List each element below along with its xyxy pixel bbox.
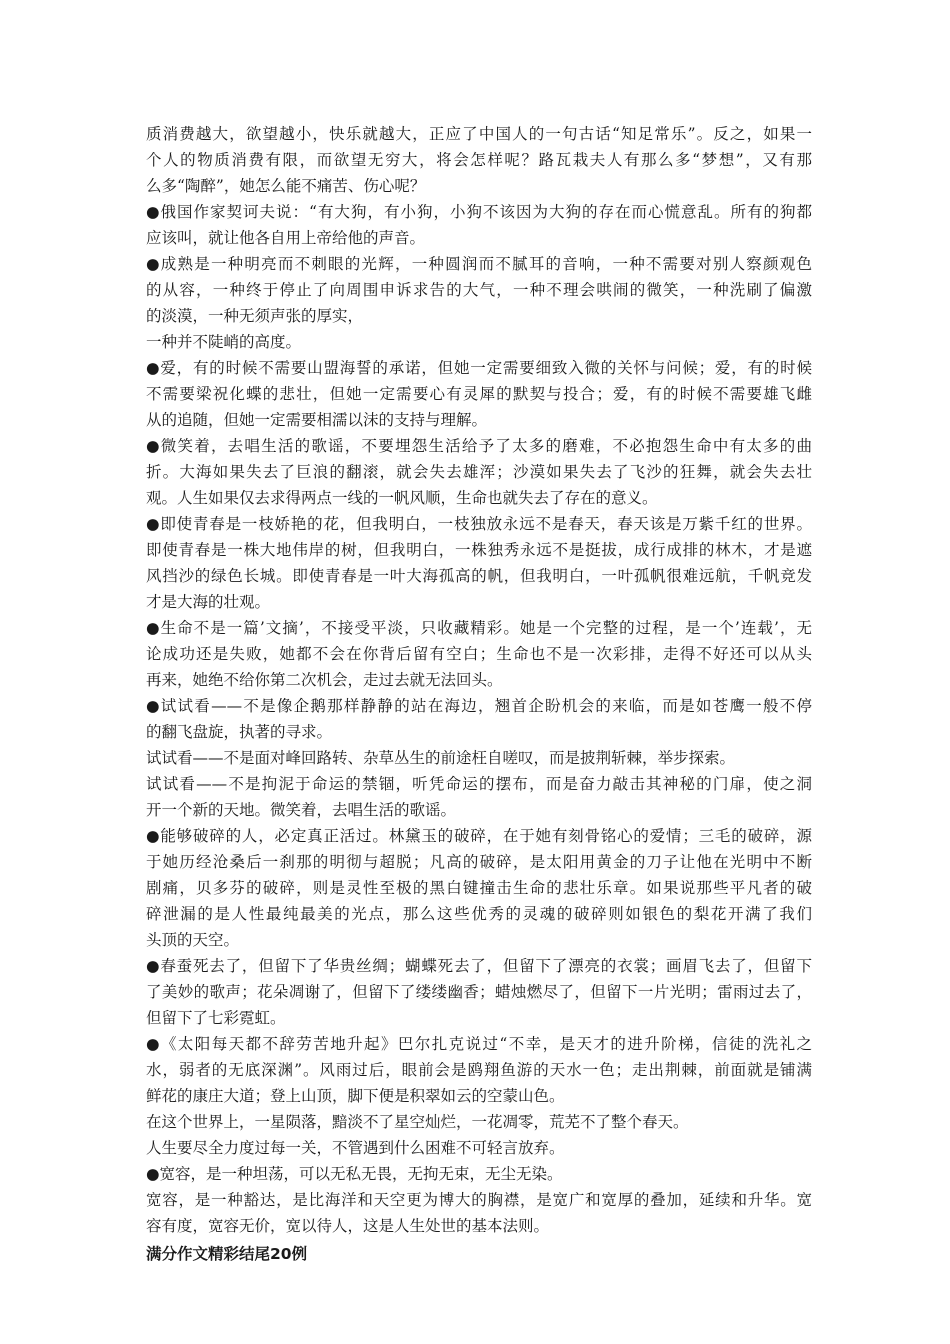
- text-line: 质消费越大，欲望越小，快乐就越大，正应了中国人的一句古话“知足常乐”。反之，如果一: [146, 125, 812, 143]
- text-line: 碎泄漏的是人性最纯最美的光点，那么这些优秀的灵魂的破碎则如银色的梨花开满了我们: [146, 905, 812, 923]
- text-line: 试试看——不是面对峰回路转、杂草丛生的前途枉自嗟叹，而是披荆斩棘，举步探索。: [146, 749, 736, 767]
- text-line: 了美妙的歌声；花朵凋谢了，但留下了缕缕幽香；蜡烛燃尽了，但留下一片光明；雷雨过去了，: [146, 983, 812, 1001]
- text-line: 试试看——不是拘泥于命运的禁锢，听凭命运的摆布，而是奋力敲击其神秘的门扉，使之洞: [146, 775, 812, 793]
- text-line: 风挡沙的绿色长城。即使青春是一叶大海孤高的帆，但我明白，一叶孤帆很难远航，千帆竞发: [146, 567, 812, 585]
- text-line: 即使青春是一株大地伟岸的树，但我明白，一株独秀永远不是挺拔，成行成排的林木，才是遮: [146, 541, 812, 559]
- text-line: ●春蚕死去了，但留下了华贵丝绸；蝴蝶死去了，但留下了漂亮的衣裳；画眉飞去了，但留下: [146, 957, 812, 975]
- text-line: 才是大海的壮观。: [146, 593, 271, 611]
- text-line: ●试试看——不是像企鹅那样静静的站在海边，翘首企盼机会的来临，而是如苍鹰一般不停: [146, 697, 812, 715]
- text-line: 从的追随，但她一定需要相濡以沫的支持与理解。: [146, 411, 488, 429]
- text-line: 开一个新的天地。微笑着，去唱生活的歌谣。: [146, 801, 457, 819]
- text-line: 不需要梁祝化蝶的悲壮，但她一定需要心有灵犀的默契与投合；爱，有的时候不需要雄飞雌: [146, 385, 812, 403]
- text-line: 论成功还是失败，她都不会在你背后留有空白；生命也不是一次彩排，走得不好还可以从头: [146, 645, 812, 663]
- text-line: 么多“陶醉”，她怎么能不痛苦、伤心呢？: [146, 177, 426, 195]
- text-line: 再来，她绝不给你第二次机会，走过去就无法回头。: [146, 671, 503, 689]
- text-line: 鲜花的康庄大道；登上山顶，脚下便是积翠如云的空蒙山色。: [146, 1087, 565, 1105]
- text-line: 在这个世界上，一星陨落，黯淡不了星空灿烂，一花凋零，荒芜不了整个春天。: [146, 1113, 689, 1131]
- text-line: 一种并不陡峭的高度。: [146, 333, 302, 351]
- text-line: 的从容，一种终于停止了向周围申诉求告的大气，一种不理会哄闹的微笑，一种洗刷了偏激: [146, 281, 812, 299]
- text-line: 的翻飞盘旋，执著的寻求。: [146, 723, 333, 741]
- text-line: 折。大海如果失去了巨浪的翻滚，就会失去雄浑；沙漠如果失去了飞沙的狂舞，就会失去壮: [146, 463, 812, 481]
- text-line: 容有度，宽容无价，宽以待人，这是人生处世的基本法则。: [146, 1217, 550, 1235]
- text-line: 个人的物质消费有限，而欲望无穷大，将会怎样呢？路瓦栽夫人有那么多“梦想”，又有那: [146, 151, 812, 169]
- text-line: ●微笑着，去唱生活的歌谣，不要埋怨生活给予了太多的磨难，不必抱怨生命中有太多的曲: [146, 437, 812, 455]
- text-line: ●宽容，是一种坦荡，可以无私无畏，无拘无束，无尘无染。: [146, 1165, 563, 1183]
- text-line: ●《太阳每天都不辞劳苦地升起》巴尔扎克说过“不幸，是天才的进升阶梯，信徒的洗礼之: [146, 1035, 812, 1053]
- text-line: 但留下了七彩霓虹。: [146, 1009, 286, 1027]
- text-line: 宽容，是一种豁达，是比海洋和天空更为博大的胸襟，是宽广和宽厚的叠加，延续和升华。宽: [146, 1191, 812, 1209]
- section-heading: 满分作文精彩结尾20例: [146, 1245, 308, 1263]
- text-line: 观。人生如果仅去求得两点一线的一帆风顺，生命也就失去了存在的意义。: [146, 489, 658, 507]
- text-line: ●成熟是一种明亮而不刺眼的光辉，一种圆润而不腻耳的音响，一种不需要对别人察颜观色: [146, 255, 812, 273]
- text-line: ●爱，有的时候不需要山盟海誓的承诺，但她一定需要细致入微的关怀与问候；爱，有的时候: [146, 359, 812, 377]
- text-line: 水，弱者的无底深渊”。风雨过后，眼前会是鸥翔鱼游的天水一色；走出荆棘，前面就是铺满: [146, 1061, 812, 1079]
- text-line: 于她历经沧桑后一刹那的明彻与超脱；凡高的破碎，是太阳用黄金的刀子让他在光明中不断: [146, 853, 812, 871]
- text-line: 剧痛，贝多芬的破碎，则是灵性至极的黑白键撞击生命的悲壮乐章。如果说那些平凡者的破: [146, 879, 812, 897]
- text-line: ●即使青春是一枝娇艳的花，但我明白，一枝独放永远不是春天，春天该是万紫千红的世界。: [146, 515, 812, 533]
- text-line: ●能够破碎的人，必定真正活过。林黛玉的破碎，在于她有刻骨铭心的爱情；三毛的破碎，源: [146, 827, 812, 845]
- text-line: ●俄国作家契诃夫说：“有大狗，有小狗，小狗不该因为大狗的存在而心慌意乱。所有的狗都: [146, 203, 812, 221]
- document-body: [146, 121, 812, 1267]
- text-line: 头顶的天空。: [146, 931, 240, 949]
- text-line: 的淡漠，一种无须声张的厚实，: [146, 307, 364, 325]
- text-line: ●生命不是一篇’文摘’，不接受平淡，只收藏精彩。她是一个完整的过程，是一个’连载’，无: [146, 619, 812, 637]
- text-line: 人生要尽全力度过每一关，不管遇到什么困难不可轻言放弃。: [146, 1139, 565, 1157]
- text-line: 应该叫，就让他各自用上帝给他的声音。: [146, 229, 426, 247]
